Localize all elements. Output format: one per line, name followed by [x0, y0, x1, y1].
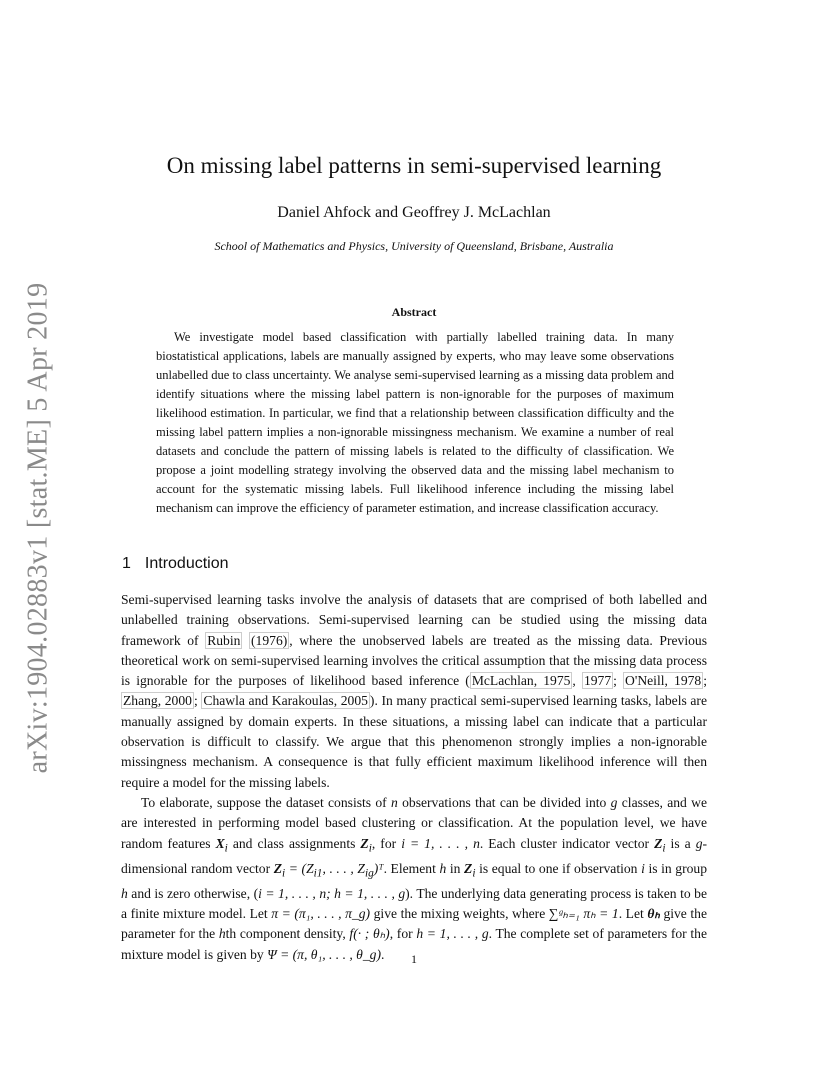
citation-link[interactable]: Chawla and Karakoulas, 2005 [203, 693, 368, 709]
text-run: in [446, 860, 465, 876]
math-inline: g [695, 835, 703, 851]
math-inline: f(· ; θₕ) [349, 926, 390, 942]
math-subscript: i1 [313, 867, 323, 880]
math-subscript: i [662, 842, 666, 855]
math-inline: Ψ = (π, θ₁, . . . , θ_g) [267, 946, 381, 962]
text-run: -dimensional random vector [121, 835, 708, 876]
text-run: ; [703, 673, 707, 689]
arxiv-identifier-text: arXiv:1904.02883v1 [stat.ME] 5 Apr 2019 [22, 282, 54, 773]
text-run: ). In many practical semi-supervised learning tasks, labels are manually assigned by domain experts. In these situations, a missing label can indicate that a particular observation is difficult to classify. We argue that this phenomenon strongly implies a non-ignorable missingness mechanism. A consequence is that fully efficient maximum likelihood inference will then require a model for the missing labels. [121, 693, 707, 790]
math-inline: ∑ᵍₕ₌₁ πₕ = 1 [548, 905, 619, 921]
math-inline: θₕ [647, 905, 660, 921]
math-inline: , . . . , Z [322, 860, 365, 876]
page-number: 1 [411, 952, 417, 966]
math-inline: Z [654, 835, 663, 851]
math-inline: h = 1, . . . , g [416, 926, 489, 942]
math-inline: h [121, 885, 128, 901]
text-run: classes, and we are interested in performing model based clustering or classification. At the population level, we have random features [121, 795, 707, 851]
text-run: To elaborate, suppose the dataset consists of [141, 795, 392, 810]
abstract-text: We investigate model based classification with partially labelled training data. In many biostatistical applications, labels are manually assigned by experts, who may leave some observations unlabelled due to class uncertainty. We analyse semi-supervised learning as a missing data problem and identify situations where the missing label pattern is non-ignorable for the purposes of maximum likelihood estimation. In particular, we find that a relationship between classification difficulty and the missing label pattern implies a non-ignorable missingness mechanism. We examine a number of real datasets and conclude the pattern of missing labels is related to the difficulty of classification. We propose a joint modelling strategy involving the observed data and the missing label mechanism to account for the systematic missing labels. Full likelihood inference including the missing label mechanism can improve the efficiency of parameter estimation, and increase classification accuracy. [156, 330, 674, 515]
citation-link[interactable]: 1977 [583, 673, 612, 689]
arxiv-identifier-stamp [18, 282, 58, 773]
text-run: . Element [383, 860, 440, 876]
citation-link[interactable]: O'Neill, 1978 [625, 673, 702, 689]
text-run: ; [193, 693, 202, 709]
citation-link[interactable]: (1976) [251, 632, 288, 648]
math-inline: π = (π₁, . . . , π_g) [271, 905, 371, 921]
math-inline: )ᵀ [373, 860, 384, 876]
text-run: . Let [618, 905, 648, 921]
math-inline: n [391, 795, 398, 810]
math-inline: h [218, 926, 226, 942]
math-inline: h [439, 860, 447, 876]
math-inline: i = 1, . . . , n [401, 835, 480, 851]
math-inline: i = 1, . . . , n; h = 1, . . . , g [258, 885, 406, 901]
math-subscript: i [472, 867, 476, 880]
text-run: Semi-supervised learning tasks involve the analysis of datasets that are comprised of both labelled and unlabelled training observations. Semi-supervised learning can be studied using the missing data framework of [121, 592, 707, 648]
math-inline: Z [464, 860, 473, 876]
text-run: ; [613, 673, 624, 689]
math-inline: = (Z [285, 860, 314, 876]
intro-paragraph-2 [121, 793, 707, 965]
text-run: is equal to one if observation [475, 860, 642, 876]
text-run: . Each cluster indicator vector [479, 835, 655, 851]
math-inline: Z [360, 835, 369, 851]
section-number: 1 [122, 555, 131, 572]
text-run: give the mixing weights, where [370, 905, 549, 921]
math-subscript: i [224, 842, 228, 855]
text-run: and class assignments [227, 835, 361, 851]
text-run: th component density, [225, 926, 350, 942]
text-run: , [572, 673, 582, 689]
citation-link[interactable]: Zhang, 2000 [123, 693, 192, 709]
text-run: , for [371, 835, 402, 851]
paper-affiliation: School of Mathematics and Physics, University of Queensland, Brisbane, Australia [214, 239, 614, 253]
text-run: ). The underlying data generating process is taken to be a finite mixture model. Let [121, 885, 707, 921]
math-inline: g [610, 795, 618, 810]
text-run: , for [389, 926, 417, 942]
section-heading [122, 555, 229, 573]
text-run: and is zero otherwise, ( [127, 885, 259, 901]
text-run: observations that can be divided into [397, 795, 611, 810]
abstract-heading: Abstract [391, 305, 437, 319]
text-run: is a [665, 835, 696, 851]
intro-paragraph-1 [121, 590, 707, 793]
citation-link[interactable]: McLachlan, 1975 [471, 673, 571, 689]
section-title: Introduction [144, 555, 229, 572]
math-subscript: i [368, 842, 372, 855]
text-run: give the parameter for the [121, 905, 708, 942]
paper-title: On missing label patterns in semi-supervised learning [166, 153, 662, 178]
math-subscript: ig [364, 867, 374, 880]
text-run: is in group [644, 860, 707, 876]
citation-link[interactable]: Rubin [207, 632, 241, 648]
text-run: . [380, 946, 385, 962]
paper-authors: Daniel Ahfock and Geoffrey J. McLachlan [277, 204, 551, 221]
math-inline: i [641, 860, 645, 876]
text-run: . The complete set of parameters for the mixture model is given by [121, 926, 707, 962]
text-run: , where the unobserved labels are treated as the missing data. Previous theoretical work on semi-supervised learning involves the critical assumption that the missing data process is ignorable for the purposes of likelihood based inference ( [121, 632, 707, 689]
math-inline: X [215, 835, 225, 851]
math-subscript: i [282, 867, 286, 880]
math-inline: Z [273, 860, 283, 876]
